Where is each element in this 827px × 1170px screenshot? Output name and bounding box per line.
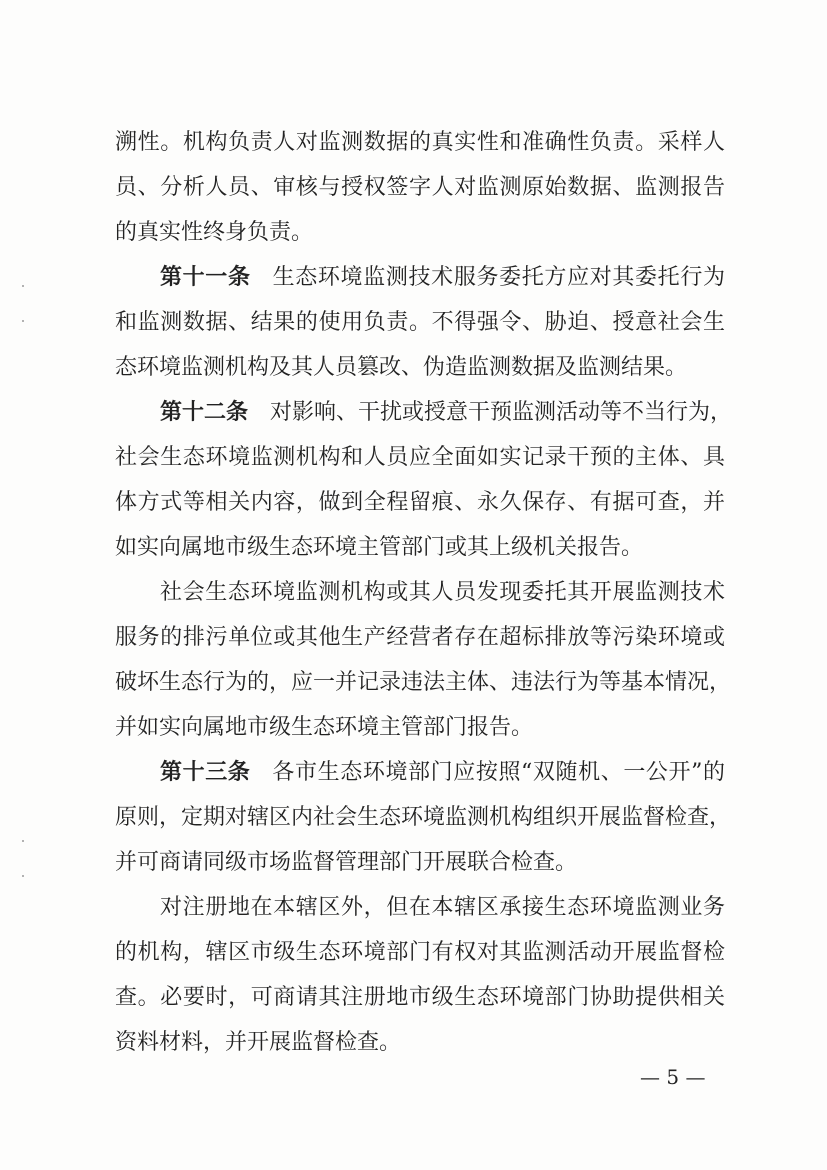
scan-speck	[22, 320, 24, 322]
paragraph-line: 体方式等相关内容，做到全程留痕、永久保存、有据可查，并	[115, 490, 725, 515]
article-13-first-line	[160, 758, 725, 788]
article-11-first-line	[160, 263, 725, 293]
paragraph-line: 社会生态环境监测机构或其人员发现委托其开展监测技术	[160, 580, 725, 605]
scan-speck	[22, 840, 24, 842]
paragraph-line: 并如实向属地市级生态环境主管部门报告。	[115, 715, 534, 740]
paragraph-line: 并可商请同级市场监督管理部门开展联合检查。	[115, 850, 578, 875]
paragraph-line: 态环境监测机构及其人员篡改、伪造监测数据及监测结果。	[115, 355, 688, 380]
paragraph-line: 原则，定期对辖区内社会生态环境监测机构组织开展监督检查，	[115, 805, 732, 830]
paragraph-line: 溯性。机构负责人对监测数据的真实性和准确性负责。采样人	[115, 130, 725, 155]
paragraph-line: 对注册地在本辖区外，但在本辖区承接生态环境监测业务	[160, 895, 725, 920]
article-11-label: 第十一条	[160, 265, 251, 290]
paragraph-line: 资料材料，并开展监督检查。	[115, 1030, 402, 1055]
paragraph-line: 的机构，辖区市级生态环境部门有权对其监测活动开展监督检	[115, 940, 725, 965]
article-11-text: 生态环境监测技术服务委托方应对其委托行为	[272, 265, 725, 290]
article-13-label: 第十三条	[160, 760, 251, 785]
paragraph-line: 的真实性终身负责。	[115, 220, 314, 245]
paragraph-line: 社会生态环境监测机构和人员应全面如实记录干预的主体、具	[115, 445, 725, 470]
paragraph-line: 员、分析人员、审核与授权签字人对监测原始数据、监测报告	[115, 175, 725, 200]
paragraph-line: 破坏生态行为的，应一并记录违法主体、违法行为等基本情况，	[115, 670, 732, 695]
paragraph-line: 如实向属地市级生态环境主管部门或其上级机关报告。	[115, 535, 644, 560]
article-13-text: 各市生态环境部门应按照“双随机、一公开”的	[272, 760, 725, 785]
paragraph-line: 查。必要时，可商请其注册地市级生态环境部门协助提供相关	[115, 985, 725, 1010]
paragraph-line: 和监测数据、结果的使用负责。不得强令、胁迫、授意社会生	[115, 310, 725, 335]
scan-speck	[22, 875, 24, 877]
article-12-text: 对影响、干扰或授意干预监测活动等不当行为，	[270, 400, 733, 425]
paragraph-line: 服务的排污单位或其他生产经营者存在超标排放等污染环境或	[115, 625, 725, 650]
page-number: — 5 —	[640, 1065, 706, 1089]
scan-speck	[22, 285, 24, 287]
article-12-first-line	[160, 398, 733, 428]
article-12-label: 第十二条	[160, 400, 249, 425]
